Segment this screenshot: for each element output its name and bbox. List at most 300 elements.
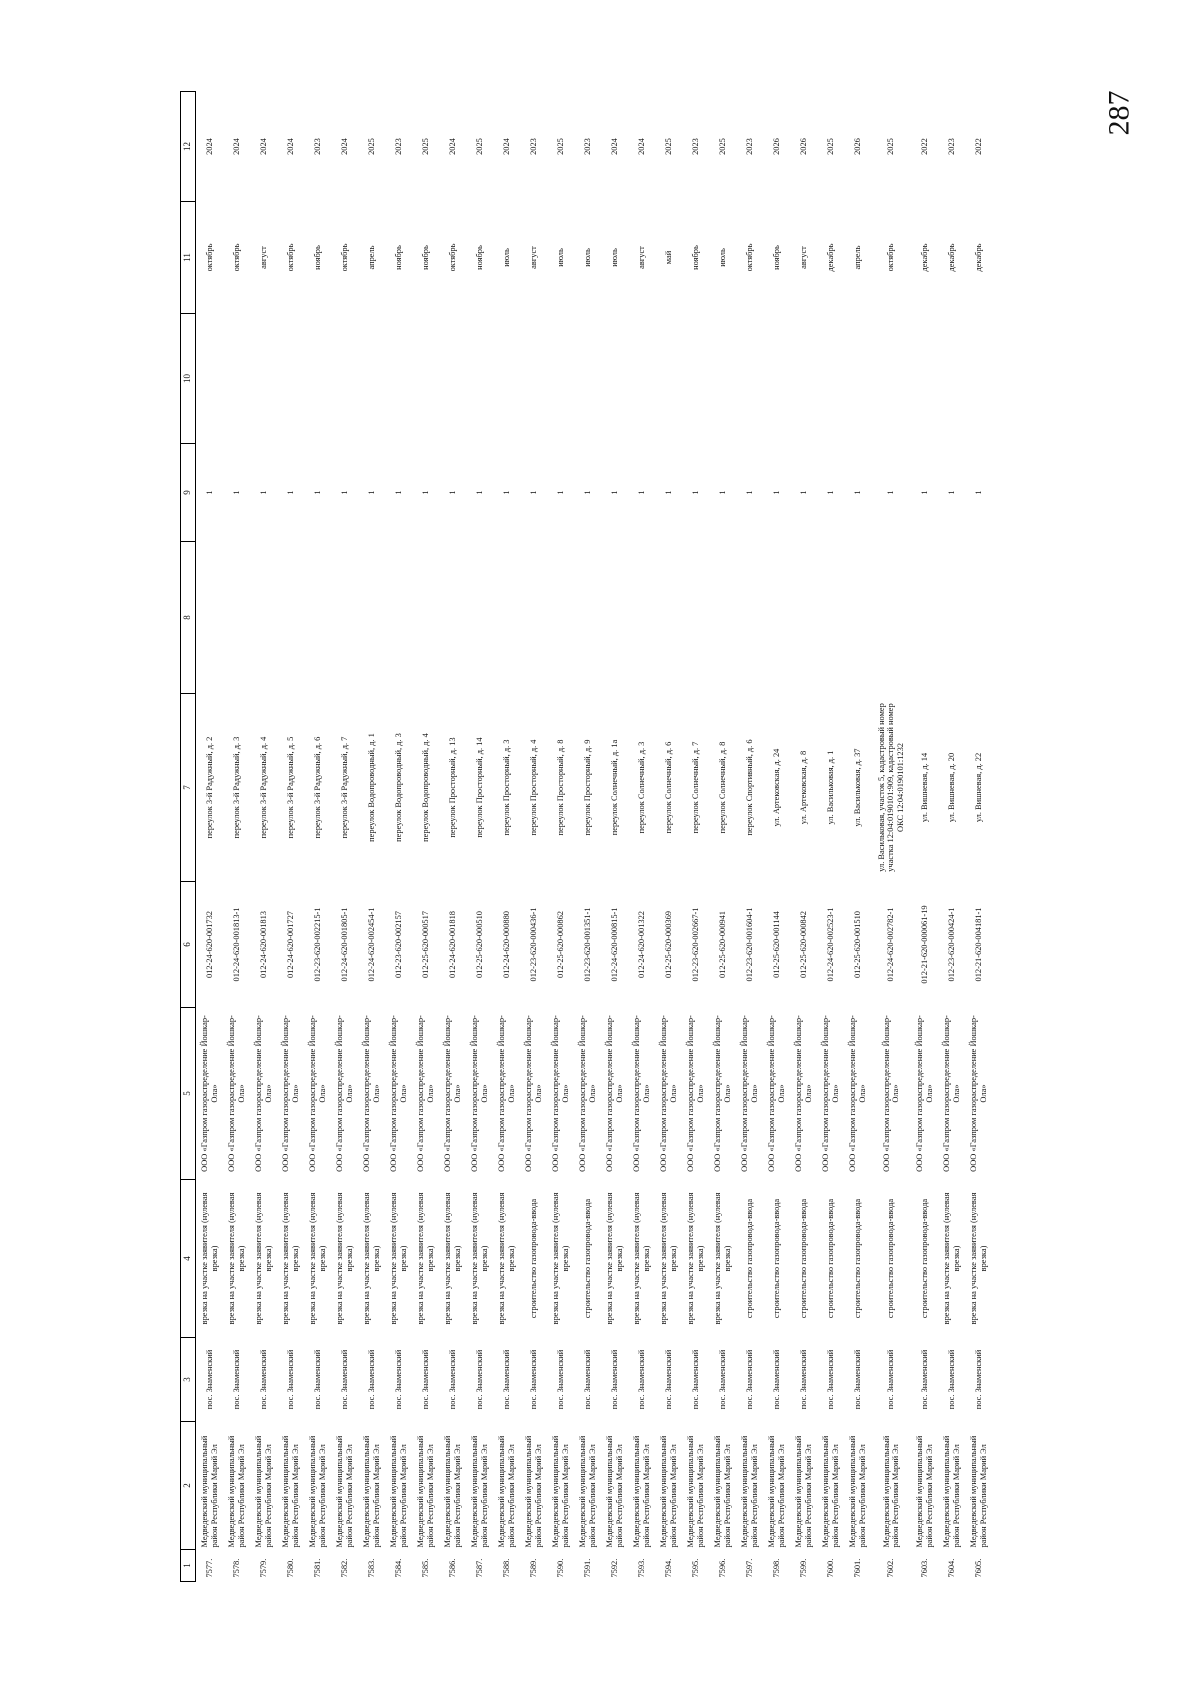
organization-cell: ООО «Газпром газораспределение Йошкар-Ола»: [416, 1015, 435, 1172]
column-10-cell: [790, 314, 817, 444]
row-number: 7603.: [919, 1558, 929, 1578]
row-number: 7587.: [474, 1558, 484, 1578]
column-10-cell: [682, 314, 709, 444]
column-8-cell: [601, 542, 628, 694]
table-row: [277, 92, 304, 1582]
settlement-cell: пос. Знаменский: [919, 1349, 929, 1410]
organization-cell: ООО «Газпром газораспределение Йошкар-Ола»: [605, 1015, 624, 1172]
quantity-cell: 1: [973, 490, 983, 495]
year-cell: 2024: [204, 138, 214, 155]
contract-number-cell: 012-24-620-002454-1: [366, 907, 376, 982]
row-number: 7605.: [973, 1558, 983, 1578]
district-cell: Медведевский муниципальный район Республики Марий Эл: [794, 1435, 813, 1548]
column-8-cell: [655, 542, 682, 694]
contract-number-cell: 012-25-620-000941: [717, 911, 727, 978]
table-row: [965, 92, 992, 1582]
settlement-cell: пос. Знаменский: [339, 1349, 349, 1410]
year-cell: 2023: [393, 138, 403, 155]
work-type-cell: строительство газопровода-ввода: [744, 1198, 754, 1319]
address-cell: переулок Солнечный, д. 1а: [609, 739, 619, 836]
address-cell: ул. Вишневая, д. 22: [973, 752, 983, 823]
year-cell: 2025: [420, 138, 430, 155]
quantity-cell: 1: [420, 490, 430, 495]
column-8-cell: [628, 542, 655, 694]
quantity-cell: 1: [393, 490, 403, 495]
address-cell: переулок 3-й Радужный, д. 2: [204, 736, 214, 839]
address-cell: переулок Водопроводный, д. 1: [366, 733, 376, 842]
settlement-cell: пос. Знаменский: [474, 1349, 484, 1410]
district-cell: Медведевский муниципальный район Республики Марий Эл: [470, 1435, 489, 1548]
contract-number-cell: 012-23-620-002157: [393, 911, 403, 978]
quantity-cell: 1: [204, 490, 214, 495]
row-number: 7597.: [744, 1558, 754, 1578]
contract-number-cell: 012-24-620-001818: [447, 911, 457, 978]
row-number: 7588.: [501, 1558, 511, 1578]
row-number: 7592.: [609, 1558, 619, 1578]
column-10-cell: [965, 314, 992, 444]
contract-number-cell: 012-24-620-001322: [636, 911, 646, 978]
district-cell: Медведевский муниципальный район Республики Марий Эл: [915, 1435, 934, 1548]
district-cell: Медведевский муниципальный район Республики Марий Эл: [254, 1435, 273, 1548]
row-number: 7585.: [420, 1558, 430, 1578]
settlement-cell: пос. Знаменский: [393, 1349, 403, 1410]
address-cell: ул. Артековская, д. 24: [771, 748, 781, 827]
year-cell: 2024: [285, 138, 295, 155]
district-cell: Медведевский муниципальный район Республики Марий Эл: [308, 1435, 327, 1548]
quantity-cell: 1: [825, 490, 835, 495]
district-cell: Медведевский муниципальный район Республики Марий Эл: [281, 1435, 300, 1548]
district-cell: Медведевский муниципальный район Республики Марий Эл: [605, 1435, 624, 1548]
year-cell: 2024: [447, 138, 457, 155]
contract-number-cell: 012-24-620-001805-1: [339, 907, 349, 982]
year-cell: 2024: [258, 138, 268, 155]
district-cell: Медведевский муниципальный район Республики Марий Эл: [524, 1435, 543, 1548]
address-cell: переулок Просторный, д. 4: [528, 739, 538, 836]
column-header: 2: [181, 1422, 196, 1550]
work-type-cell: строительство газопровода-ввода: [582, 1198, 592, 1319]
month-cell: ноябрь: [393, 245, 403, 270]
column-10-cell: [911, 314, 938, 444]
organization-cell: ООО «Газпром газораспределение Йошкар-Ола»: [794, 1015, 813, 1172]
column-8-cell: [385, 542, 412, 694]
gas-connection-table: [180, 91, 992, 1582]
settlement-cell: пос. Знаменский: [886, 1349, 896, 1410]
contract-number-cell: 012-21-620-000061-19: [919, 905, 929, 984]
settlement-cell: пос. Знаменский: [447, 1349, 457, 1410]
contract-number-cell: 012-25-620-000517: [420, 911, 430, 978]
column-8-cell: [331, 542, 358, 694]
year-cell: 2023: [946, 138, 956, 155]
contract-number-cell: 012-24-620-002523-1: [825, 907, 835, 982]
settlement-cell: пос. Знаменский: [744, 1349, 754, 1410]
rotated-table-container: [180, 92, 1025, 1582]
month-cell: август: [258, 246, 268, 269]
row-number: 7595.: [690, 1558, 700, 1578]
address-cell: ул. Вишневая, д. 20: [946, 752, 956, 823]
row-number: 7600.: [825, 1558, 835, 1578]
year-cell: 2023: [528, 138, 538, 155]
organization-cell: ООО «Газпром газораспределение Йошкар-Ола»: [470, 1015, 489, 1172]
district-cell: Медведевский муниципальный район Республики Марий Эл: [389, 1435, 408, 1548]
organization-cell: ООО «Газпром газораспределение Йошкар-Ола»: [497, 1015, 516, 1172]
organization-cell: ООО «Газпром газораспределение Йошкар-Ола»: [659, 1015, 678, 1172]
quantity-cell: 1: [474, 490, 484, 495]
row-number: 7582.: [339, 1558, 349, 1578]
column-8-cell: [250, 542, 277, 694]
table-row: [628, 92, 655, 1582]
year-cell: 2024: [339, 138, 349, 155]
row-number: 7590.: [555, 1558, 565, 1578]
quantity-cell: 1: [366, 490, 376, 495]
organization-cell: ООО «Газпром газораспределение Йошкар-Ола»: [881, 1015, 900, 1172]
settlement-cell: пос. Знаменский: [798, 1349, 808, 1410]
table-row: [493, 92, 520, 1582]
organization-cell: ООО «Газпром газораспределение Йошкар-Ола»: [524, 1015, 543, 1172]
district-cell: Медведевский муниципальный район Республики Марий Эл: [443, 1435, 462, 1548]
work-type-cell: строительство газопровода-ввода: [771, 1198, 781, 1319]
table-row: [736, 92, 763, 1582]
address-cell: переулок Просторный, д. 3: [501, 739, 511, 836]
address-cell: ул. Васильковая, участок 5, кадастровый номер участка 12:04:0190101:909, кадастровый номер ОКС 12:04:0190101:1232: [876, 703, 905, 872]
table-row: [250, 92, 277, 1582]
contract-number-cell: 012-24-620-002782-1: [886, 907, 896, 982]
year-cell: 2025: [555, 138, 565, 155]
column-10-cell: [601, 314, 628, 444]
contract-number-cell: 012-23-620-001604-1: [744, 907, 754, 982]
column-10-cell: [817, 314, 844, 444]
address-cell: переулок Водопроводный, д. 3: [393, 733, 403, 842]
quantity-cell: 1: [663, 490, 673, 495]
column-10-cell: [655, 314, 682, 444]
address-cell: переулок 3-й Радужный, д. 6: [312, 736, 322, 839]
quantity-cell: 1: [886, 490, 896, 495]
column-8-cell: [304, 542, 331, 694]
row-number: 7586.: [447, 1558, 457, 1578]
table-row: [938, 92, 965, 1582]
settlement-cell: пос. Знаменский: [366, 1349, 376, 1410]
quantity-cell: 1: [555, 490, 565, 495]
work-type-cell: врезка на участке заявителя (нулевая врезка): [659, 1192, 678, 1325]
work-type-cell: врезка на участке заявителя (нулевая врезка): [443, 1192, 462, 1325]
month-cell: апрель: [852, 245, 862, 270]
contract-number-cell: 012-23-620-002667-1: [690, 907, 700, 982]
settlement-cell: пос. Знаменский: [636, 1349, 646, 1410]
contract-number-cell: 012-25-620-000369: [663, 911, 673, 978]
quantity-cell: 1: [798, 490, 808, 495]
district-cell: Медведевский муниципальный район Республики Марий Эл: [969, 1435, 988, 1548]
month-cell: ноябрь: [771, 245, 781, 270]
year-cell: 2025: [825, 138, 835, 155]
column-8-cell: [412, 542, 439, 694]
contract-number-cell: 012-23-620-001351-1: [582, 907, 592, 982]
address-cell: ул. Васильковая, д. 37: [852, 748, 862, 827]
column-10-cell: [574, 314, 601, 444]
column-header: 1: [181, 1550, 196, 1582]
row-number: 7591.: [582, 1558, 592, 1578]
organization-cell: ООО «Газпром газораспределение Йошкар-Ола»: [389, 1015, 408, 1172]
address-cell: переулок Солнечный, д. 8: [717, 741, 727, 834]
column-8-cell: [736, 542, 763, 694]
address-cell: переулок 3-й Радужный, д. 3: [231, 736, 241, 839]
settlement-cell: пос. Знаменский: [825, 1349, 835, 1410]
contract-number-cell: 012-25-620-000842: [798, 911, 808, 978]
quantity-cell: 1: [690, 490, 700, 495]
address-cell: ул. Вишневая, д. 14: [919, 752, 929, 823]
table-row: [412, 92, 439, 1582]
row-number: 7579.: [258, 1558, 268, 1578]
row-number: 7578.: [231, 1558, 241, 1578]
column-10-cell: [385, 314, 412, 444]
column-8-cell: [871, 542, 911, 694]
row-number: 7589.: [528, 1558, 538, 1578]
contract-number-cell: 012-24-620-001727: [285, 911, 295, 978]
year-cell: 2023: [690, 138, 700, 155]
district-cell: Медведевский муниципальный район Республики Марий Эл: [821, 1435, 840, 1548]
organization-cell: ООО «Газпром газораспределение Йошкар-Ола»: [443, 1015, 462, 1172]
column-8-cell: [763, 542, 790, 694]
quantity-cell: 1: [609, 490, 619, 495]
work-type-cell: врезка на участке заявителя (нулевая врезка): [281, 1192, 300, 1325]
district-cell: Медведевский муниципальный район Республики Марий Эл: [713, 1435, 732, 1548]
district-cell: Медведевский муниципальный район Республики Марий Эл: [686, 1435, 705, 1548]
year-cell: 2024: [636, 138, 646, 155]
organization-cell: ООО «Газпром газораспределение Йошкар-Ола»: [551, 1015, 570, 1172]
settlement-cell: пос. Знаменский: [528, 1349, 538, 1410]
address-cell: ул. Васильковая, д. 1: [825, 750, 835, 825]
row-number: 7580.: [285, 1558, 295, 1578]
column-10-cell: [277, 314, 304, 444]
settlement-cell: пос. Знаменский: [973, 1349, 983, 1410]
row-number: 7598.: [771, 1558, 781, 1578]
contract-number-cell: 012-24-620-001813: [258, 911, 268, 978]
table-row: [385, 92, 412, 1582]
column-10-cell: [331, 314, 358, 444]
work-type-cell: врезка на участке заявителя (нулевая врезка): [389, 1192, 408, 1325]
column-10-cell: [736, 314, 763, 444]
work-type-cell: врезка на участке заявителя (нулевая врезка): [969, 1192, 988, 1325]
work-type-cell: врезка на участке заявителя (нулевая врезка): [686, 1192, 705, 1325]
organization-cell: ООО «Газпром газораспределение Йошкар-Ола»: [578, 1015, 597, 1172]
column-8-cell: [466, 542, 493, 694]
quantity-cell: 1: [339, 490, 349, 495]
column-header: 3: [181, 1338, 196, 1422]
contract-number-cell: 012-24-620-001732: [204, 911, 214, 978]
district-cell: Медведевский муниципальный район Республики Марий Эл: [362, 1435, 381, 1548]
column-8-cell: [358, 542, 385, 694]
year-cell: 2022: [973, 138, 983, 155]
column-10-cell: [439, 314, 466, 444]
quantity-cell: 1: [582, 490, 592, 495]
contract-number-cell: 012-23-620-000424-1: [946, 907, 956, 982]
contract-number-cell: 012-24-620-000880: [501, 911, 511, 978]
contract-number-cell: 012-23-620-002215-1: [312, 907, 322, 982]
quantity-cell: 1: [771, 490, 781, 495]
organization-cell: ООО «Газпром газораспределение Йошкар-Ола»: [254, 1015, 273, 1172]
table-row: [304, 92, 331, 1582]
row-number: 7596.: [717, 1558, 727, 1578]
month-cell: июль: [555, 248, 565, 267]
quantity-cell: 1: [258, 490, 268, 495]
row-number: 7577.: [204, 1558, 214, 1578]
column-10-cell: [547, 314, 574, 444]
column-10-cell: [844, 314, 871, 444]
column-8-cell: [965, 542, 992, 694]
district-cell: Медведевский муниципальный район Республики Марий Эл: [881, 1435, 900, 1548]
table-row: [844, 92, 871, 1582]
settlement-cell: пос. Знаменский: [690, 1349, 700, 1410]
settlement-cell: пос. Знаменский: [555, 1349, 565, 1410]
work-type-cell: строительство газопровода-ввода: [852, 1198, 862, 1319]
address-cell: переулок 3-й Радужный, д. 5: [285, 736, 295, 839]
month-cell: август: [798, 246, 808, 269]
column-8-cell: [223, 542, 250, 694]
column-header: 6: [181, 882, 196, 1008]
work-type-cell: врезка на участке заявителя (нулевая врезка): [362, 1192, 381, 1325]
month-cell: октябрь: [231, 243, 241, 272]
month-cell: июль: [582, 248, 592, 267]
work-type-cell: врезка на участке заявителя (нулевая врезка): [335, 1192, 354, 1325]
organization-cell: ООО «Газпром газораспределение Йошкар-Ола»: [969, 1015, 988, 1172]
address-cell: переулок 3-й Радужный, д. 4: [258, 736, 268, 839]
month-cell: октябрь: [285, 243, 295, 272]
organization-cell: ООО «Газпром газораспределение Йошкар-Ола»: [821, 1015, 840, 1172]
quantity-cell: 1: [717, 490, 727, 495]
table-row: [682, 92, 709, 1582]
column-10-cell: [304, 314, 331, 444]
column-10-cell: [520, 314, 547, 444]
address-cell: переулок Просторный, д. 14: [474, 737, 484, 838]
organization-cell: ООО «Газпром газораспределение Йошкар-Ола»: [362, 1015, 381, 1172]
table-row: [439, 92, 466, 1582]
work-type-cell: врезка на участке заявителя (нулевая врезка): [942, 1192, 961, 1325]
table-row: [655, 92, 682, 1582]
work-type-cell: врезка на участке заявителя (нулевая врезка): [713, 1192, 732, 1325]
work-type-cell: строительство газопровода-ввода: [528, 1198, 538, 1319]
column-10-cell: [709, 314, 736, 444]
column-10-cell: [358, 314, 385, 444]
month-cell: июль: [501, 248, 511, 267]
contract-number-cell: 012-25-620-000862: [555, 911, 565, 978]
year-cell: 2025: [663, 138, 673, 155]
column-header: 8: [181, 542, 196, 694]
column-10-cell: [871, 314, 911, 444]
address-cell: переулок 3-й Радужный, д. 7: [339, 736, 349, 839]
quantity-cell: 1: [946, 490, 956, 495]
address-cell: переулок Просторный, д. 8: [555, 739, 565, 836]
month-cell: май: [663, 250, 673, 265]
organization-cell: ООО «Газпром газораспределение Йошкар-Ола»: [686, 1015, 705, 1172]
contract-number-cell: 012-21-620-004181-1: [973, 907, 983, 982]
organization-cell: ООО «Газпром газораспределение Йошкар-Ола»: [335, 1015, 354, 1172]
month-cell: декабрь: [973, 243, 983, 272]
column-10-cell: [223, 314, 250, 444]
contract-number-cell: 012-23-620-000436-1: [528, 907, 538, 982]
work-type-cell: врезка на участке заявителя (нулевая врезка): [632, 1192, 651, 1325]
year-cell: 2024: [609, 138, 619, 155]
settlement-cell: пос. Знаменский: [852, 1349, 862, 1410]
work-type-cell: врезка на участке заявителя (нулевая врезка): [551, 1192, 570, 1325]
contract-number-cell: 012-25-620-001510: [852, 911, 862, 978]
address-cell: переулок Просторный, д. 9: [582, 739, 592, 836]
month-cell: октябрь: [204, 243, 214, 272]
column-8-cell: [493, 542, 520, 694]
address-cell: переулок Водопроводный, д. 4: [420, 733, 430, 842]
organization-cell: ООО «Газпром газораспределение Йошкар-Ола»: [915, 1015, 934, 1172]
district-cell: Медведевский муниципальный район Республики Марий Эл: [416, 1435, 435, 1548]
column-10-cell: [196, 314, 224, 444]
district-cell: Медведевский муниципальный район Республики Марий Эл: [659, 1435, 678, 1548]
row-number: 7599.: [798, 1558, 808, 1578]
work-type-cell: врезка на участке заявителя (нулевая врезка): [227, 1192, 246, 1325]
column-8-cell: [439, 542, 466, 694]
page-number: 287: [1102, 90, 1136, 136]
year-cell: 2026: [852, 138, 862, 155]
district-cell: Медведевский муниципальный район Республики Марий Эл: [942, 1435, 961, 1548]
column-8-cell: [196, 542, 224, 694]
address-cell: переулок Солнечный, д. 6: [663, 741, 673, 834]
quantity-cell: 1: [919, 490, 929, 495]
column-10-cell: [412, 314, 439, 444]
settlement-cell: пос. Знаменский: [312, 1349, 322, 1410]
month-cell: август: [528, 246, 538, 269]
column-8-cell: [790, 542, 817, 694]
month-cell: ноябрь: [474, 245, 484, 270]
work-type-cell: строительство газопровода-ввода: [825, 1198, 835, 1319]
contract-number-cell: 012-24-620-000815-1: [609, 907, 619, 982]
year-cell: 2025: [474, 138, 484, 155]
table-row: [709, 92, 736, 1582]
district-cell: Медведевский муниципальный район Республики Марий Эл: [632, 1435, 651, 1548]
column-10-cell: [250, 314, 277, 444]
settlement-cell: пос. Знаменский: [501, 1349, 511, 1410]
district-cell: Медведевский муниципальный район Республики Марий Эл: [740, 1435, 759, 1548]
row-number: 7581.: [312, 1558, 322, 1578]
district-cell: Медведевский муниципальный район Республики Марий Эл: [200, 1435, 219, 1548]
column-10-cell: [628, 314, 655, 444]
column-8-cell: [709, 542, 736, 694]
column-8-cell: [938, 542, 965, 694]
settlement-cell: пос. Знаменский: [231, 1349, 241, 1410]
table-row: [547, 92, 574, 1582]
work-type-cell: врезка на участке заявителя (нулевая врезка): [470, 1192, 489, 1325]
quantity-cell: 1: [636, 490, 646, 495]
month-cell: ноябрь: [312, 245, 322, 270]
settlement-cell: пос. Знаменский: [663, 1349, 673, 1410]
column-10-cell: [466, 314, 493, 444]
year-cell: 2022: [919, 138, 929, 155]
settlement-cell: пос. Знаменский: [946, 1349, 956, 1410]
row-number: 7601.: [852, 1558, 862, 1578]
column-header: 10: [181, 314, 196, 444]
row-number: 7593.: [636, 1558, 646, 1578]
organization-cell: ООО «Газпром газораспределение Йошкар-Ола»: [942, 1015, 961, 1172]
month-cell: октябрь: [339, 243, 349, 272]
column-number-row: [181, 92, 196, 1582]
column-header: 7: [181, 694, 196, 882]
month-cell: ноябрь: [690, 245, 700, 270]
work-type-cell: врезка на участке заявителя (нулевая врезка): [308, 1192, 327, 1325]
year-cell: 2023: [312, 138, 322, 155]
year-cell: 2026: [798, 138, 808, 155]
district-cell: Медведевский муниципальный район Республики Марий Эл: [335, 1435, 354, 1548]
year-cell: 2023: [582, 138, 592, 155]
settlement-cell: пос. Знаменский: [609, 1349, 619, 1410]
settlement-cell: пос. Знаменский: [582, 1349, 592, 1410]
address-cell: переулок Просторный, д. 13: [447, 737, 457, 838]
column-8-cell: [817, 542, 844, 694]
district-cell: Медведевский муниципальный район Республики Марий Эл: [578, 1435, 597, 1548]
month-cell: декабрь: [919, 243, 929, 272]
